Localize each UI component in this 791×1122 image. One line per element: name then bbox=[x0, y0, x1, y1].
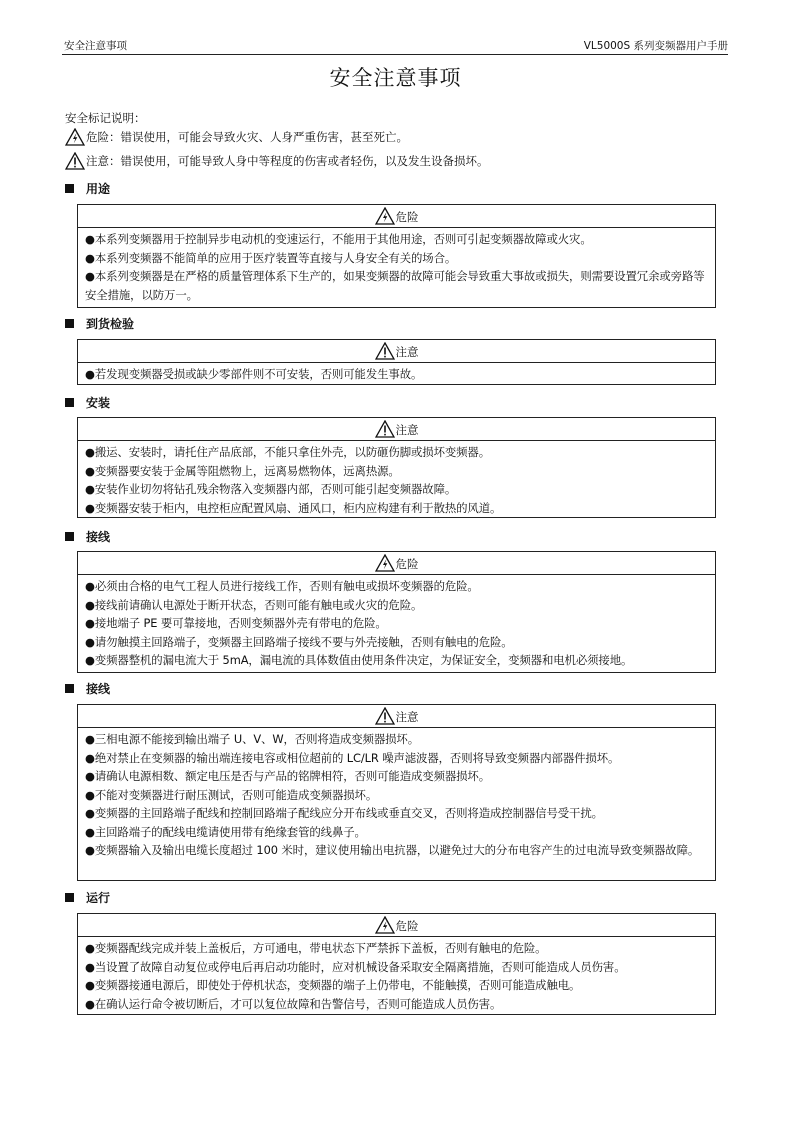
bullet-icon: ● bbox=[85, 445, 95, 459]
list-item bbox=[85, 939, 715, 958]
list-item bbox=[85, 499, 715, 518]
square-bullet-icon bbox=[65, 184, 74, 193]
notice-box bbox=[77, 551, 716, 673]
bullet-icon: ● bbox=[85, 634, 95, 649]
list-item bbox=[85, 767, 715, 786]
notice-box-header bbox=[78, 340, 715, 363]
list-item bbox=[85, 633, 715, 652]
bullet-icon: ● bbox=[85, 996, 95, 1011]
list-item bbox=[85, 249, 715, 268]
caution-icon bbox=[375, 707, 395, 725]
notice-box bbox=[77, 704, 716, 881]
bullet-icon: ● bbox=[85, 482, 95, 496]
notice-list bbox=[78, 441, 715, 519]
header-right: VL5000S 系列变频器用户手册 bbox=[583, 40, 728, 52]
square-bullet-icon bbox=[65, 893, 74, 902]
bullet-icon: ● bbox=[85, 750, 95, 765]
bullet-icon: ● bbox=[85, 250, 95, 265]
list-item bbox=[85, 577, 715, 596]
list-item-text: 接线前请确认电源处于断开状态，否则可能有触电或火灾的危险。 bbox=[94, 597, 423, 612]
list-item-text: 变频器的主回路端子配线和控制回路端子配线应分开布线或垂直交叉，否则将造成控制器信号受干扰。 bbox=[94, 806, 603, 820]
bullet-icon: ● bbox=[85, 941, 95, 955]
list-item-text: 接地端子 PE 要可靠接地，否则变频器外壳有带电的危险。 bbox=[94, 616, 387, 630]
intro-danger-text: 危险：错误使用，可能会导致火灾、人身严重伤害，甚至死亡。 bbox=[86, 130, 408, 144]
list-item bbox=[85, 730, 715, 749]
intro-caution-text: 注意：错误使用，可能导致人身中等程度的伤害或者轻伤，以及发生设备损坏。 bbox=[86, 154, 489, 168]
page-header bbox=[62, 36, 728, 55]
list-item bbox=[85, 365, 715, 384]
notice-list bbox=[78, 728, 715, 862]
list-item bbox=[85, 614, 715, 633]
bullet-icon: ● bbox=[85, 732, 95, 746]
bullet-icon: ● bbox=[85, 579, 95, 593]
bullet-icon: ● bbox=[85, 978, 95, 992]
list-item bbox=[85, 995, 715, 1014]
list-item bbox=[85, 230, 715, 249]
bullet-icon: ● bbox=[85, 824, 95, 839]
caution-icon bbox=[65, 152, 85, 170]
bullet-icon: ● bbox=[85, 769, 95, 783]
section-heading-text: 安装 bbox=[86, 396, 111, 410]
square-bullet-icon bbox=[65, 398, 74, 407]
notice-box-label: 危险 bbox=[395, 919, 419, 933]
section-heading bbox=[65, 395, 110, 411]
list-item bbox=[85, 443, 715, 462]
notice-box-label: 注意 bbox=[395, 710, 419, 724]
list-item-text: 变频器安装于柜内，电控柜应配置风扇、通风口，柜内应构建有利于散热的风道。 bbox=[94, 500, 502, 515]
list-item-text: 变频器输入及输出电缆长度超过 100 米时，建议使用输出电抗器，以避免过大的分布电容产生的过电流导致变频器故障。 bbox=[94, 843, 700, 857]
bullet-icon: ● bbox=[85, 653, 95, 667]
list-item bbox=[85, 749, 715, 768]
list-item bbox=[85, 958, 715, 977]
section-heading bbox=[65, 529, 110, 545]
intro-danger bbox=[65, 128, 408, 146]
section-heading-text: 到货检验 bbox=[86, 317, 135, 331]
notice-box-label: 注意 bbox=[395, 345, 419, 359]
bullet-icon: ● bbox=[85, 232, 95, 246]
caution-icon bbox=[375, 420, 395, 438]
notice-list bbox=[78, 228, 715, 306]
notice-box-label: 危险 bbox=[395, 210, 419, 224]
intro-label: 安全标记说明： bbox=[65, 111, 146, 125]
list-item-text: 绝对禁止在变频器的输出端连接电容或相位超前的 LC/LR 噪声滤波器，否则将导致变频器内部器件损坏。 bbox=[94, 750, 620, 765]
notice-list bbox=[78, 363, 715, 386]
intro-caution bbox=[65, 152, 489, 170]
square-bullet-icon bbox=[65, 319, 74, 328]
notice-list bbox=[78, 575, 715, 672]
notice-box bbox=[77, 417, 716, 518]
list-item bbox=[85, 462, 715, 481]
notice-box-label: 注意 bbox=[395, 423, 419, 437]
header-left: 安全注意事项 bbox=[64, 40, 127, 52]
bullet-icon: ● bbox=[85, 269, 95, 283]
section-heading-text: 用途 bbox=[86, 182, 111, 196]
list-item-text: 三相电源不能接到输出端子 U、V、W，否则将造成变频器损坏。 bbox=[94, 732, 420, 746]
list-item-text: 本系列变频器不能简单的应用于医疗装置等直接与人身安全有关的场合。 bbox=[94, 250, 457, 265]
square-bullet-icon bbox=[65, 684, 74, 693]
danger-icon bbox=[375, 554, 395, 572]
bullet-icon: ● bbox=[85, 367, 95, 381]
notice-list bbox=[78, 937, 715, 1015]
list-item-text: 当设置了故障自动复位或停电后再启动功能时，应对机械设备采取安全隔离措施，否则可能造成人员伤害。 bbox=[94, 959, 626, 974]
bullet-icon: ● bbox=[85, 959, 95, 974]
notice-box-header bbox=[78, 418, 715, 441]
danger-icon bbox=[375, 916, 395, 934]
notice-box-header bbox=[78, 705, 715, 728]
bullet-icon: ● bbox=[85, 843, 95, 857]
list-item-text: 主回路端子的配线电缆请使用带有绝缘套管的线鼻子。 bbox=[94, 824, 366, 839]
list-item-text: 不能对变频器进行耐压测试，否则可能造成变频器损坏。 bbox=[94, 787, 378, 802]
section-heading bbox=[65, 890, 110, 906]
notice-box-header bbox=[78, 552, 715, 575]
list-item bbox=[85, 267, 715, 304]
section-heading bbox=[65, 181, 110, 197]
list-item-text: 必须由合格的电气工程人员进行接线工作，否则有触电或损坏变频器的危险。 bbox=[94, 579, 479, 593]
bullet-icon: ● bbox=[85, 806, 95, 820]
square-bullet-icon bbox=[65, 532, 74, 541]
list-item-text: 搬运、安装时，请托住产品底部，不能只拿住外壳，以防砸伤脚或损坏变频器。 bbox=[94, 445, 491, 459]
list-item bbox=[85, 651, 715, 670]
danger-icon bbox=[65, 128, 85, 146]
list-item-text: 安装作业切勿将钻孔残余物落入变频器内部，否则可能引起变频器故障。 bbox=[94, 482, 457, 496]
list-item-text: 请确认电源相数、额定电压是否与产品的铭牌相符，否则可能造成变频器损坏。 bbox=[94, 769, 491, 783]
notice-box bbox=[77, 913, 716, 1015]
section-heading-text: 接线 bbox=[86, 682, 111, 696]
bullet-icon: ● bbox=[85, 500, 95, 515]
list-item-text: 若发现变频器受损或缺少零部件则不可安装，否则可能发生事故。 bbox=[94, 367, 423, 381]
list-item-text: 变频器配线完成并装上盖板后，方可通电，带电状态下严禁拆下盖板，否则有触电的危险。 bbox=[94, 941, 547, 955]
list-item-text: 变频器接通电源后，即使处于停机状态，变频器的端子上仍带电，不能触摸，否则可能造成触电。 bbox=[94, 978, 581, 992]
bullet-icon: ● bbox=[85, 463, 95, 478]
section-heading bbox=[65, 316, 134, 332]
bullet-icon: ● bbox=[85, 616, 95, 630]
caution-icon bbox=[375, 342, 395, 360]
list-item bbox=[85, 804, 715, 823]
section-heading-text: 接线 bbox=[86, 530, 111, 544]
bullet-icon: ● bbox=[85, 597, 95, 612]
section-heading bbox=[65, 681, 110, 697]
notice-box-header bbox=[78, 205, 715, 228]
list-item bbox=[85, 596, 715, 615]
list-item bbox=[85, 480, 715, 499]
danger-icon bbox=[375, 207, 395, 225]
list-item bbox=[85, 841, 715, 860]
list-item-text: 变频器整机的漏电流大于 5mA，漏电流的具体数值由使用条件决定，为保证安全，变频器和电机必须接地。 bbox=[94, 653, 633, 667]
list-item-text: 本系列变频器是在严格的质量管理体系下生产的，如果变频器的故障可能会导致重大事故或损失，则需要设置冗余或旁路等安全措施，以防万一。 bbox=[85, 269, 705, 302]
list-item bbox=[85, 786, 715, 805]
notice-box-header bbox=[78, 914, 715, 937]
notice-box-label: 危险 bbox=[395, 557, 419, 571]
list-item-text: 请勿触摸主回路端子，变频器主回路端子接线不要与外壳接触，否则有触电的危险。 bbox=[94, 634, 513, 649]
notice-box bbox=[77, 339, 716, 385]
list-item-text: 在确认运行命令被切断后，才可以复位故障和告警信号，否则可能造成人员伤害。 bbox=[94, 996, 502, 1011]
section-heading-text: 运行 bbox=[86, 891, 111, 905]
list-item-text: 变频器要安装于金属等阻燃物上，远离易燃物体，远离热源。 bbox=[94, 463, 400, 478]
list-item-text: 本系列变频器用于控制异步电动机的变速运行，不能用于其他用途，否则可引起变频器故障或火灾。 bbox=[94, 232, 592, 246]
bullet-icon: ● bbox=[85, 787, 95, 802]
list-item bbox=[85, 823, 715, 842]
page-title: 安全注意事项 bbox=[329, 66, 462, 90]
list-item bbox=[85, 976, 715, 995]
notice-box bbox=[77, 204, 716, 308]
